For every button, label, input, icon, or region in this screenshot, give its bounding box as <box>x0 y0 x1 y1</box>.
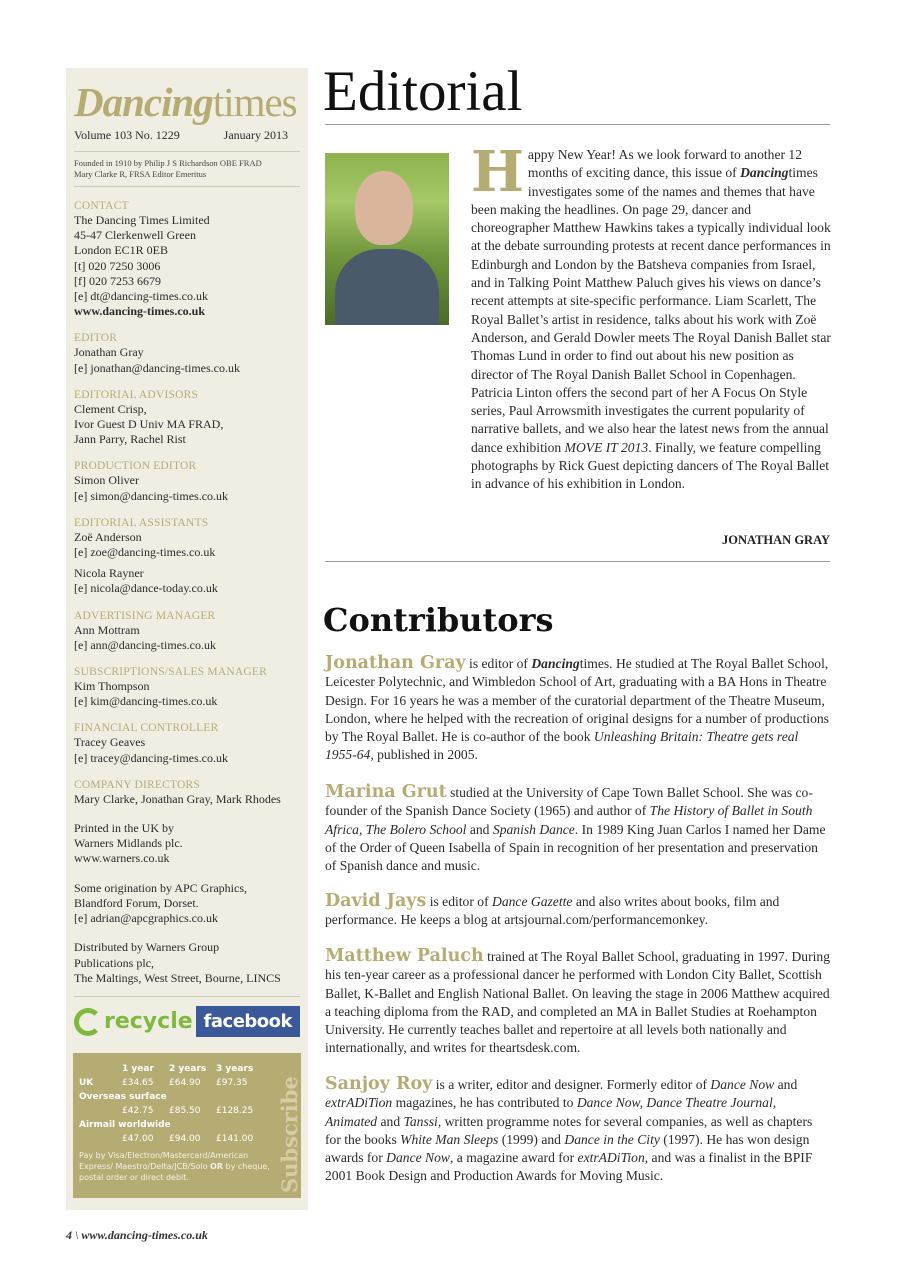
price-cell: £47.00 <box>122 1134 154 1144</box>
bio-text: is editor of <box>465 656 532 671</box>
section-heading: SUBSCRIPTIONS/SALES MANAGER <box>74 666 267 679</box>
column-header: 1 year <box>122 1064 154 1074</box>
bio-text: and <box>377 1113 404 1129</box>
section-rule <box>325 561 830 562</box>
editorial-body <box>471 139 831 494</box>
subscription-box <box>73 1053 301 1198</box>
section-heading: PRODUCTION EDITOR <box>74 460 197 473</box>
staff-email[interactable]: [e] tracey@dancing-times.co.uk <box>74 750 228 765</box>
logo-light: times <box>212 79 297 125</box>
bio-text: is a writer, editor and designer. Formerly editor of <box>432 1077 711 1092</box>
directors-section <box>74 778 300 807</box>
staff-email[interactable]: [e] zoe@dancing-times.co.uk <box>74 545 216 560</box>
staff-name: Ivor Guest D Univ MA FRAD, <box>74 417 224 432</box>
magazine-title: Dance Now <box>386 1150 450 1166</box>
contributor-bio-roy <box>325 1075 831 1186</box>
contributor-bio-grut <box>325 783 831 875</box>
price-cell: £64.90 <box>169 1078 201 1088</box>
bio-text: magazines, he has contributed to <box>392 1095 577 1111</box>
recycle-icon <box>74 1008 102 1036</box>
facebook-logo[interactable]: facebook <box>196 1006 300 1037</box>
emeritus-line: Mary Clarke R, FRSA Editor Emeritus <box>74 169 207 179</box>
bio-text: trained at The Royal Ballet School, graduating in 1997. During his ten-year career as a professional dancer he performed with London City Ballet, Scottish Ballet, K-Ballet and English National Ballet. On leaving the stage in 2006 Matthew acquired a teaching diploma from the RAD, and completed an MA in Ballet Studies at Roehampton University. He currently teaches ballet and repertoire at all levels both nationally and internationally, and writes for theartsdesk.com. <box>325 949 830 1056</box>
magazine-title: Dance Gazette <box>492 894 573 909</box>
section-heading: FINANCIAL CONTROLLER <box>74 722 219 735</box>
advertising-section <box>74 609 300 653</box>
contact-email[interactable]: [e] dt@dancing-times.co.uk <box>74 289 209 304</box>
row-label: Airmail worldwide <box>79 1120 171 1130</box>
contributor-bio-jays <box>325 892 831 930</box>
subscription-table <box>79 1062 263 1146</box>
editorial-title: Editorial <box>323 60 523 123</box>
bio-text: , a magazine award for <box>449 1150 578 1166</box>
bio-text: is editor of <box>426 894 493 909</box>
origination-line: Some origination by APC Graphics, <box>74 880 247 895</box>
editorial-text: . Finally, we feature compelling photographs by Rick Guest depicting dancers of The Royal Ballet in advance of his exhibition in London. <box>471 439 830 492</box>
website-link[interactable]: www.dancing-times.co.uk <box>74 304 206 319</box>
staff-email[interactable]: [e] ann@dancing-times.co.uk <box>74 637 217 652</box>
distribution-line: Publications plc, <box>74 955 154 970</box>
masthead-sidebar <box>66 68 308 1210</box>
magazine-title: extrADiTion <box>325 1095 393 1111</box>
staff-name: Kim Thompson <box>74 679 150 694</box>
column-header: 3 years <box>216 1064 254 1074</box>
issue-info <box>74 128 300 143</box>
bio-text: and <box>466 821 493 837</box>
section-heading: EDITOR <box>74 332 118 345</box>
section-heading: EDITORIAL ADVISORS <box>74 388 199 401</box>
volume-number: Volume 103 No. 1229 <box>74 128 180 142</box>
founded-note <box>74 151 300 187</box>
book-title: Unleashing Britain: Theatre gets real 1955-64 <box>325 729 799 763</box>
staff-name: Jann Parry, Rachel Rist <box>74 432 186 447</box>
issue-date: January 2013 <box>223 128 288 142</box>
contact-line: 45-47 Clerkenwell Green <box>74 228 196 243</box>
price-cell: £141.00 <box>216 1134 254 1144</box>
subscriptions-section <box>74 665 300 709</box>
price-cell: £128.25 <box>216 1106 254 1116</box>
contributor-name: David Jays <box>325 891 427 911</box>
row-label: UK <box>79 1078 94 1088</box>
price-cell: £94.00 <box>169 1134 201 1144</box>
price-cell: £85.50 <box>169 1106 201 1116</box>
advisors-section <box>74 388 300 448</box>
subscribe-label[interactable]: Subscribe <box>277 1076 302 1193</box>
bio-text: (1999) and <box>498 1131 565 1147</box>
contact-line: [t] 020 7250 3006 <box>74 258 161 273</box>
photo-figure-body <box>335 249 439 325</box>
section-heading: COMPANY DIRECTORS <box>74 778 200 791</box>
footer-url[interactable]: www.dancing-times.co.uk <box>81 1228 208 1242</box>
contact-line: London EC1R 0EB <box>74 243 169 258</box>
section-heading: ADVERTISING MANAGER <box>74 609 216 622</box>
staff-name: Nicola Rayner <box>74 566 144 581</box>
column-header: 2 years <box>169 1064 207 1074</box>
logo-bold: Dancing <box>74 79 213 125</box>
editorial-signature: JONATHAN GRAY <box>722 533 830 547</box>
origination-line: Blandford Forum, Dorset. <box>74 895 199 910</box>
contact-line: [f] 020 7253 6679 <box>74 273 161 288</box>
contributor-bio-gray <box>325 654 831 765</box>
magazine-name-light: times <box>788 165 818 181</box>
footer-separator: \ <box>72 1228 82 1242</box>
price-cell: £34.65 <box>122 1078 154 1088</box>
photo-figure-head <box>355 171 413 245</box>
book-title: White Man Sleeps <box>400 1131 499 1147</box>
staff-name: Tracey Geaves <box>74 735 146 750</box>
recycle-logo <box>74 1008 193 1036</box>
bio-text: and also writes about books, film and performance. He keeps a blog at artsjournal.com/performancemonkey. <box>325 894 780 928</box>
bio-text: . In 1989 King Juan Carlos I named her Dame of the Order of Queen Isabella of Spain in recognition of her presentation and preservation of Spanish dance and music. <box>325 821 826 874</box>
magazine-title: extrADiTion <box>577 1150 645 1166</box>
staff-name: Ann Mottram <box>74 622 140 637</box>
printer-line: Warners Midlands plc. <box>74 836 183 851</box>
production-section <box>74 459 300 503</box>
printer-url[interactable]: www.warners.co.uk <box>74 851 170 866</box>
financial-section <box>74 721 300 765</box>
bio-text: , published in 2005. <box>370 747 478 763</box>
editor-section <box>74 331 300 375</box>
distribution-line: Distributed by Warners Group <box>74 940 220 955</box>
contributor-name: Marina Grut <box>325 782 447 802</box>
bio-text: . He studied at The Royal Ballet School, Leicester Polytechnic, and Wimbledon School of Art, graduating with a BA Hons in Theatre Design. For 16 years he was a member of the curatorial department of the Theatre Museum, London, where he helped with the recreation of original designs for a number of productions by The Royal Ballet. He is co-author of the book <box>325 656 829 745</box>
payment-or: OR <box>210 1162 223 1171</box>
origination-email[interactable]: [e] adrian@apcgraphics.co.uk <box>74 911 218 926</box>
row-label: Overseas surface <box>79 1092 167 1102</box>
exhibition-name: MOVE IT 2013 <box>564 439 649 455</box>
origination-info <box>74 881 300 927</box>
staff-name: Simon Oliver <box>74 473 139 488</box>
editor-photo <box>325 153 449 325</box>
page-number: 4 <box>66 1228 72 1242</box>
contributor-name: Matthew Paluch <box>325 946 484 966</box>
contributor-bio-paluch <box>325 947 831 1058</box>
staff-email[interactable]: [e] nicola@dance-today.co.uk <box>74 581 218 596</box>
editorial-text: appy New Year! As we look forward to another 12 months of exciting dance, this issue of <box>527 147 802 181</box>
editorial-text: investigates some of the names and themes that have been making the headlines. On page 29, dancer and choreographer Matthew Hawkins takes a typically individual look at the debate surrounding protests at recent dance performances in Edinburgh and London by the Batsheva companies from Israel, and in Talking Point Matthew Paluch gives his views on dance’s recent attempts at site-specific performance. Liam Scarlett, The Royal Ballet’s artist in residence, talks about his work with Zoë Anderson, and Gerald Dowler meets The Royal Danish Ballet star Thomas Lund in order to find out about his new position as director of The Royal Danish Ballet School in Copenhagen. Patricia Linton offers the second part of her A Focus On Style series, Paul Arrowsmith investigates the current popularity of narrative ballets, and we also hear the latest news from the annual dance exhibition <box>471 183 831 455</box>
magazine-title: Dance Now <box>710 1077 775 1092</box>
contact-line: The Dancing Times Limited <box>74 213 210 227</box>
bio-text: (1997). He has won design awards for <box>325 1131 810 1166</box>
staff-name: Jonathan Gray <box>74 345 144 360</box>
magazine-title: Tanssi <box>403 1113 438 1129</box>
contributor-name: Sanjoy Roy <box>325 1074 433 1094</box>
bio-text: and <box>774 1077 798 1092</box>
price-cell: £97.35 <box>216 1078 248 1088</box>
staff-name: Zoë Anderson <box>74 529 142 544</box>
bio-text: , and was a finalist in the BPIF 2001 Book Design and Production Awards for Moving Music. <box>325 1150 813 1184</box>
book-title: The History of Ballet in South Africa, The Bolero School <box>325 803 813 837</box>
magazine-title: Dance Now, Dance Theatre Journal, Animated <box>325 1095 777 1129</box>
distribution-line: The Maltings, West Street, Bourne, LINCS <box>74 970 281 985</box>
contact-section <box>74 199 300 319</box>
title-rule <box>325 124 830 125</box>
contributor-name: Jonathan Gray <box>325 653 466 673</box>
page-footer <box>66 1228 208 1243</box>
price-cell: £42.75 <box>122 1106 154 1116</box>
magazine-name-bold: Dancing <box>740 165 789 181</box>
payment-note <box>79 1150 279 1183</box>
printer-line: Printed in the UK by <box>74 821 174 836</box>
staff-email[interactable]: [e] jonathan@dancing-times.co.uk <box>74 360 240 375</box>
section-heading: EDITORIAL ASSISTANTS <box>74 516 209 529</box>
distribution-info <box>74 940 300 986</box>
founded-line: Founded in 1910 by Philip J S Richardson OBE FRAD <box>74 158 262 168</box>
magazine-name-light: times <box>579 656 610 671</box>
printer-info <box>74 821 300 867</box>
bio-text: , written programme notes for several companies, as well as chapters for the books <box>325 1113 813 1147</box>
book-title: Spanish Dance <box>492 821 575 837</box>
drop-cap: H <box>471 139 524 205</box>
staff-name: Clement Crisp, <box>74 401 147 416</box>
staff-name: Mary Clarke, Jonathan Gray, Mark Rhodes <box>74 791 281 806</box>
bio-text: studied at the University of Cape Town Ballet School. She was co-founder of the Spanish Dance Society (1965) and author of <box>325 785 813 819</box>
staff-email[interactable]: [e] kim@dancing-times.co.uk <box>74 694 218 709</box>
contributors-title: Contributors <box>323 601 554 639</box>
magazine-name-bold: Dancing <box>531 656 580 671</box>
recycle-label: recycle <box>104 1009 193 1035</box>
staff-email[interactable]: [e] simon@dancing-times.co.uk <box>74 488 229 503</box>
payment-text: by cheque, postal order or direct debit. <box>79 1162 270 1182</box>
payment-text: Pay by Visa/Electron/Mastercard/American Express/ Maestro/Delta/JCB/Solo <box>79 1151 249 1171</box>
partner-logos <box>74 1005 300 1039</box>
book-title: Dance in the City <box>564 1131 660 1147</box>
assistants-section <box>74 516 300 597</box>
magazine-logo <box>74 80 300 124</box>
section-heading: CONTACT <box>74 200 129 212</box>
